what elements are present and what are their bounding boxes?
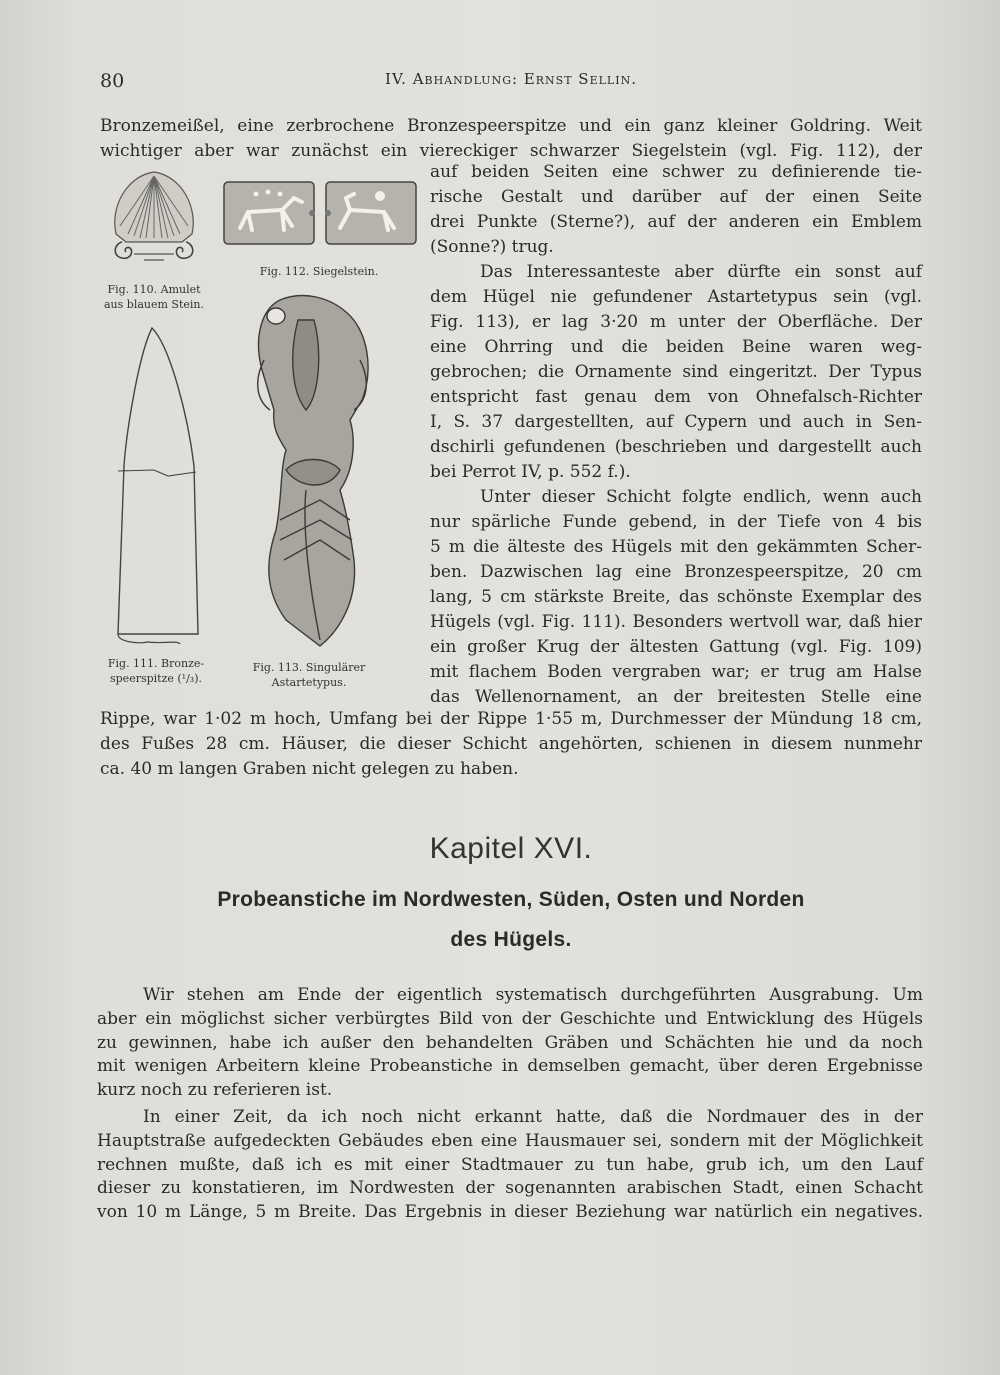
text-line: wichtiger aber war zunächst ein viereckiger schwarzer Siegelstein (vgl. Fig. 112), der <box>100 141 922 161</box>
text-line: drei Punkte (Sterne?), auf der anderen ein Emblem <box>430 212 922 232</box>
continuation-text <box>100 707 922 782</box>
text-line: rische Gestalt und darüber auf der einen Seite <box>430 187 922 207</box>
text-line: gebrochen; die Ornamente sind eingeritzt. Der Typus <box>430 362 922 382</box>
text-line: Hügels (vgl. Fig. 111). Besonders wertvoll war, daß hier <box>430 612 922 632</box>
text-line: aber ein möglichst sicher verbürgtes Bild von der Geschichte und Entwicklung des Hügels <box>97 1008 923 1029</box>
caption-line: Fig. 113. Singulärer <box>252 661 366 674</box>
text-line: Fig. 113), er lag 3·20 m unter der Oberfläche. Der <box>430 312 922 332</box>
text-line: (Sonne?) trug. <box>430 237 554 257</box>
caption-line: speerspitze (¹/₃). <box>110 672 202 685</box>
text-line: I, S. 37 dargestellten, auf Cypern und auch in Sen- <box>430 412 922 432</box>
text-line: Das Interessanteste aber dürfte ein sonst auf <box>480 262 922 282</box>
caption-fig111 <box>94 656 218 686</box>
text-line: Wir stehen am Ende der eigentlich systematisch durchgeführten Ausgrabung. Um <box>143 985 923 1005</box>
text-line: 5 m die älteste des Hügels mit den gekämmten Scher- <box>430 537 922 557</box>
text-line: auf beiden Seiten eine schwer zu definierende tie- <box>430 162 922 182</box>
text-line: dem Hügel nie gefundener Astartetypus sein (vgl. <box>430 287 922 307</box>
text-line: rechnen mußte, daß ich es mit einer Stadtmauer zu tun habe, grub ich, um den Lauf <box>97 1154 923 1175</box>
text-line: Unter dieser Schicht folgte endlich, wenn auch <box>480 487 922 507</box>
text-line: lang, 5 cm stärkste Breite, das schönste Exemplar des <box>430 587 922 607</box>
text-line: ben. Dazwischen lag eine Bronzespeerspitze, 20 cm <box>430 562 922 582</box>
text-line: Rippe, war 1·02 m hoch, Umfang bei der Rippe 1·55 m, Durchmesser der Mündung 18 cm, <box>100 709 922 729</box>
page-number: 80 <box>100 70 125 92</box>
top-text <box>100 114 922 164</box>
caption-fig112: Fig. 112. Siegelstein. <box>259 265 379 278</box>
caption-line: Fig. 111. Bronze- <box>107 657 205 670</box>
text-line: Hauptstraße aufgedeckten Gebäudes eben eine Hausmauer sei, sondern mit der Möglichkeit <box>97 1130 923 1151</box>
text-line: dieser zu konstatieren, im Nordwesten der sogenannten arabischen Stadt, einen Schacht <box>97 1178 923 1199</box>
text-line: Bronzemeißel, eine zerbrochene Bronzespeerspitze und ein ganz kleiner Goldring. Weit <box>100 116 922 136</box>
text-line: von 10 m Länge, 5 m Breite. Das Ergebnis in dieser Beziehung war natürlich ein negatives. <box>97 1202 923 1223</box>
text-line: ca. 40 m langen Graben nicht gelegen zu haben. <box>100 759 519 779</box>
text-line: mit wenigen Arbeitern kleine Probeanstiche in demselben gemacht, über deren Ergebnisse <box>97 1056 923 1077</box>
text-line: eine Ohrring und die beiden Beine waren weg- <box>430 337 922 357</box>
chapter-paragraph-1 <box>97 984 923 1103</box>
text-line: kurz noch zu referieren ist. <box>97 1080 333 1101</box>
text-line: dschirli gefundenen (beschrieben und dargestellt auch <box>430 437 922 457</box>
text-line: ein großer Krug der ältesten Gattung (vgl. Fig. 109) <box>430 637 922 657</box>
chapter-heading-line2: des Hügels. <box>450 928 572 951</box>
caption-line: Fig. 110. Amulet <box>107 283 201 296</box>
chapter-heading-line1: Probeanstiche im Nordwesten, Süden, Osten und Norden <box>217 888 805 911</box>
text-line: In einer Zeit, da ich noch nicht erkannt hatte, daß die Nordmauer des in der <box>143 1107 923 1127</box>
text-line: nur spärliche Funde gebend, in der Tiefe von 4 bis <box>430 512 922 532</box>
astarte-figurine-figure <box>250 290 390 652</box>
caption-line: aus blauem Stein. <box>104 298 204 311</box>
caption-line: Astartetypus. <box>271 676 347 689</box>
running-title: IV. Abhandlung: Ernst Sellin. <box>385 70 637 88</box>
shell-amulet-figure <box>104 168 204 270</box>
right-column-text <box>430 160 922 710</box>
caption-fig110 <box>96 282 212 312</box>
spearhead-figure <box>108 326 204 650</box>
text-line: bei Perrot IV, p. 552 f.). <box>430 462 631 482</box>
caption-fig113 <box>244 660 374 690</box>
text-line: entspricht fast genau dem von Ohnefalsch-Richter <box>430 387 922 407</box>
seal-stone-figure <box>222 180 418 246</box>
text-line: des Fußes 28 cm. Häuser, die dieser Schicht angehörten, schienen in diesem nunmehr <box>100 734 922 754</box>
text-line: zu gewinnen, habe ich außer den behandelten Gräben und Schächten hie und da noch <box>97 1032 923 1053</box>
chapter-paragraph-2 <box>97 1106 923 1225</box>
text-line: das Wellenornament, an der breitesten Stelle eine <box>430 687 922 707</box>
chapter-title: Kapitel XVI. <box>429 832 593 865</box>
text-line: mit flachem Boden vergraben war; er trug am Halse <box>430 662 922 682</box>
